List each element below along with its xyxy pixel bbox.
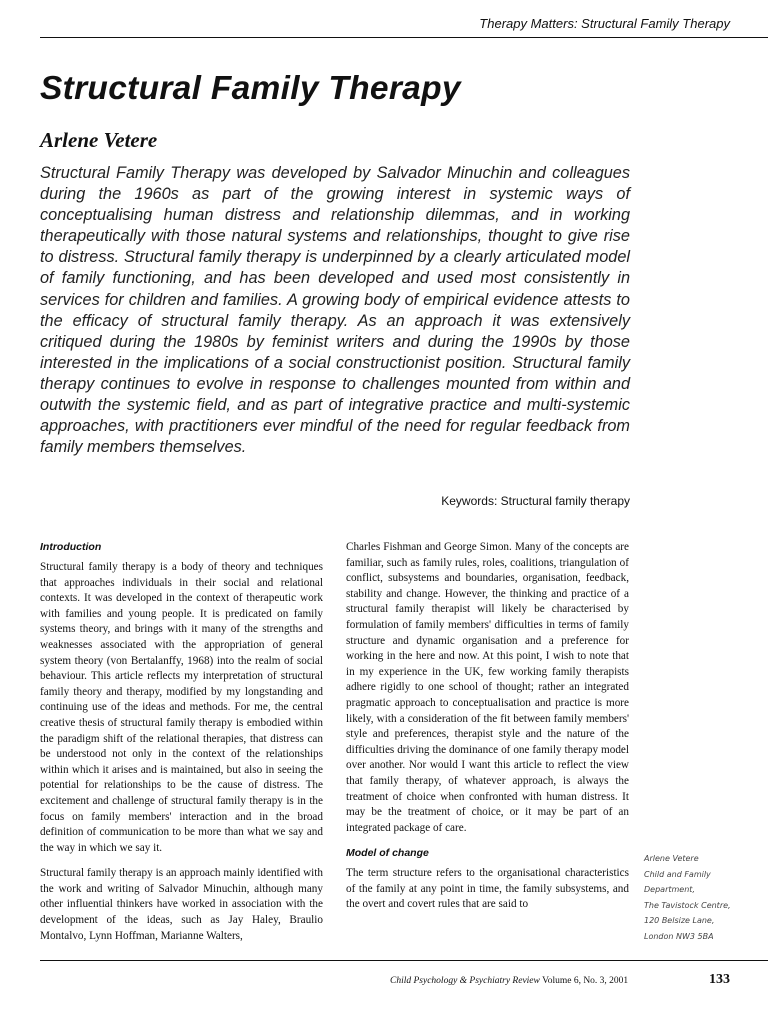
address-line: Arlene Vetere (644, 854, 699, 863)
page-number: 133 (709, 972, 730, 987)
keywords: Keywords: Structural family therapy (441, 494, 630, 508)
address-line: The Tavistock Centre, (644, 900, 731, 910)
body-paragraph: Charles Fishman and George Simon. Many of the concepts are familiar, such as family rules, roles, coalitions, triangulation of conflict, subsystems and boundaries, organisation, feedback, stability and change. However, the thinking and practice of a structural family therapist will likely be characterised by formulation of family members' difficulties in terms of family structure and dynamic organisation and a preference for working in the here and now. At this point, I wish to note that in my experience in the UK, few working family therapists adhere rigidly to one school of thought; rather an integrated pragmatic approach to conceptualisation and practice is more likely, with a consideration of the fit between family members' style and preferences, therapist style and the nature of the difficulties driving the dominance of one family therapy model over another. Nor would I want this article to reflect the view that family therapy, of whatever approach, is always the treatment of choice when confronted with human distress. It may be the treatment of choice, or it may be part of an integrated package of care. (346, 541, 629, 834)
running-head: Therapy Matters: Structural Family Therapy (479, 16, 730, 31)
body-paragraph: Structural family therapy is a body of theory and techniques that approaches individuals in their social and relational contexts. It was developed in the context of therapeutic work with families and young people. It is predicated on family systems theory, and brings with it many of the strengths and weaknesses associated with the appropriation of general system theory (von Bertalanffy, 1968) into the realm of social behaviour. This article reflects my interpretation of structural family theory and therapy, modified by my longstanding and continuing use of the ideas and methods. For me, the central creative thesis of structural family therapy is embodied within the paradigm shift of the relational therapies, that distress can be understood not only in the context of the relationships within which it arises and is maintained, but also in seeing the potential for relationships to be the cause of distress. The excitement and challenge of structural family therapy is in the focus on family members' interaction and in the broad definition of communication to be more than what we say and the way in which we say it. (40, 561, 323, 854)
body-paragraph: The term structure refers to the organisational characteristics of the family at any point in time, the family subsystems, and the overt and covert rules that are said to (346, 867, 629, 911)
address-line: Department, (644, 885, 695, 895)
right-column (346, 540, 629, 923)
journal-citation (390, 976, 628, 986)
section-heading-introduction: Introduction (40, 541, 102, 553)
author-name: Arlene Vetere (40, 128, 158, 152)
address-line: London NW3 5BA (644, 931, 714, 941)
bottom-rule (40, 960, 768, 961)
article-title: Structural Family Therapy (40, 70, 461, 107)
address-line: Child and Family (644, 869, 711, 879)
address-line: 120 Belsize Lane, (644, 916, 715, 926)
body-paragraph: Structural family therapy is an approach mainly identified with the work and writing of Salvador Minuchin, although many other influential thinkers have worked in association with the development of the ideas, such as Jay Haley, Braulio Montalvo, Lynn Hoffman, Marianne Walters, (40, 867, 323, 942)
journal-volume: Volume 6, No. 3, 2001 (539, 976, 629, 986)
top-rule (40, 37, 768, 38)
journal-name: Child Psychology & Psychiatry Review (390, 976, 540, 986)
author-address (644, 851, 754, 945)
abstract: Structural Family Therapy was developed by Salvador Minuchin and colleagues during the 1960s as part of the growing interest in systemic ways of conceptualising human distress and relationship dilemmas, and in working therapeutically with those natural systems and relationships, thought to give rise to distress. Structural family therapy is underpinned by a clearly articulated model of family functioning, and has been developed and used most consistently in services for children and families. A growing body of empirical evidence attests to the efficacy of structural family therapy. As an approach it was extensively critiqued during the 1980s by feminist writers and during the 1990s by those interested in the implications of a social constructionist position. Structural family therapy continues to evolve in response to challenges mounted from within and outwith the systemic field, and as part of integrative practice and multi-systemic approaches, with practitioners ever mindful of the need for regular feedback from family members themselves. (40, 164, 630, 457)
section-heading-model-of-change: Model of change (346, 847, 429, 860)
left-column (40, 540, 323, 954)
